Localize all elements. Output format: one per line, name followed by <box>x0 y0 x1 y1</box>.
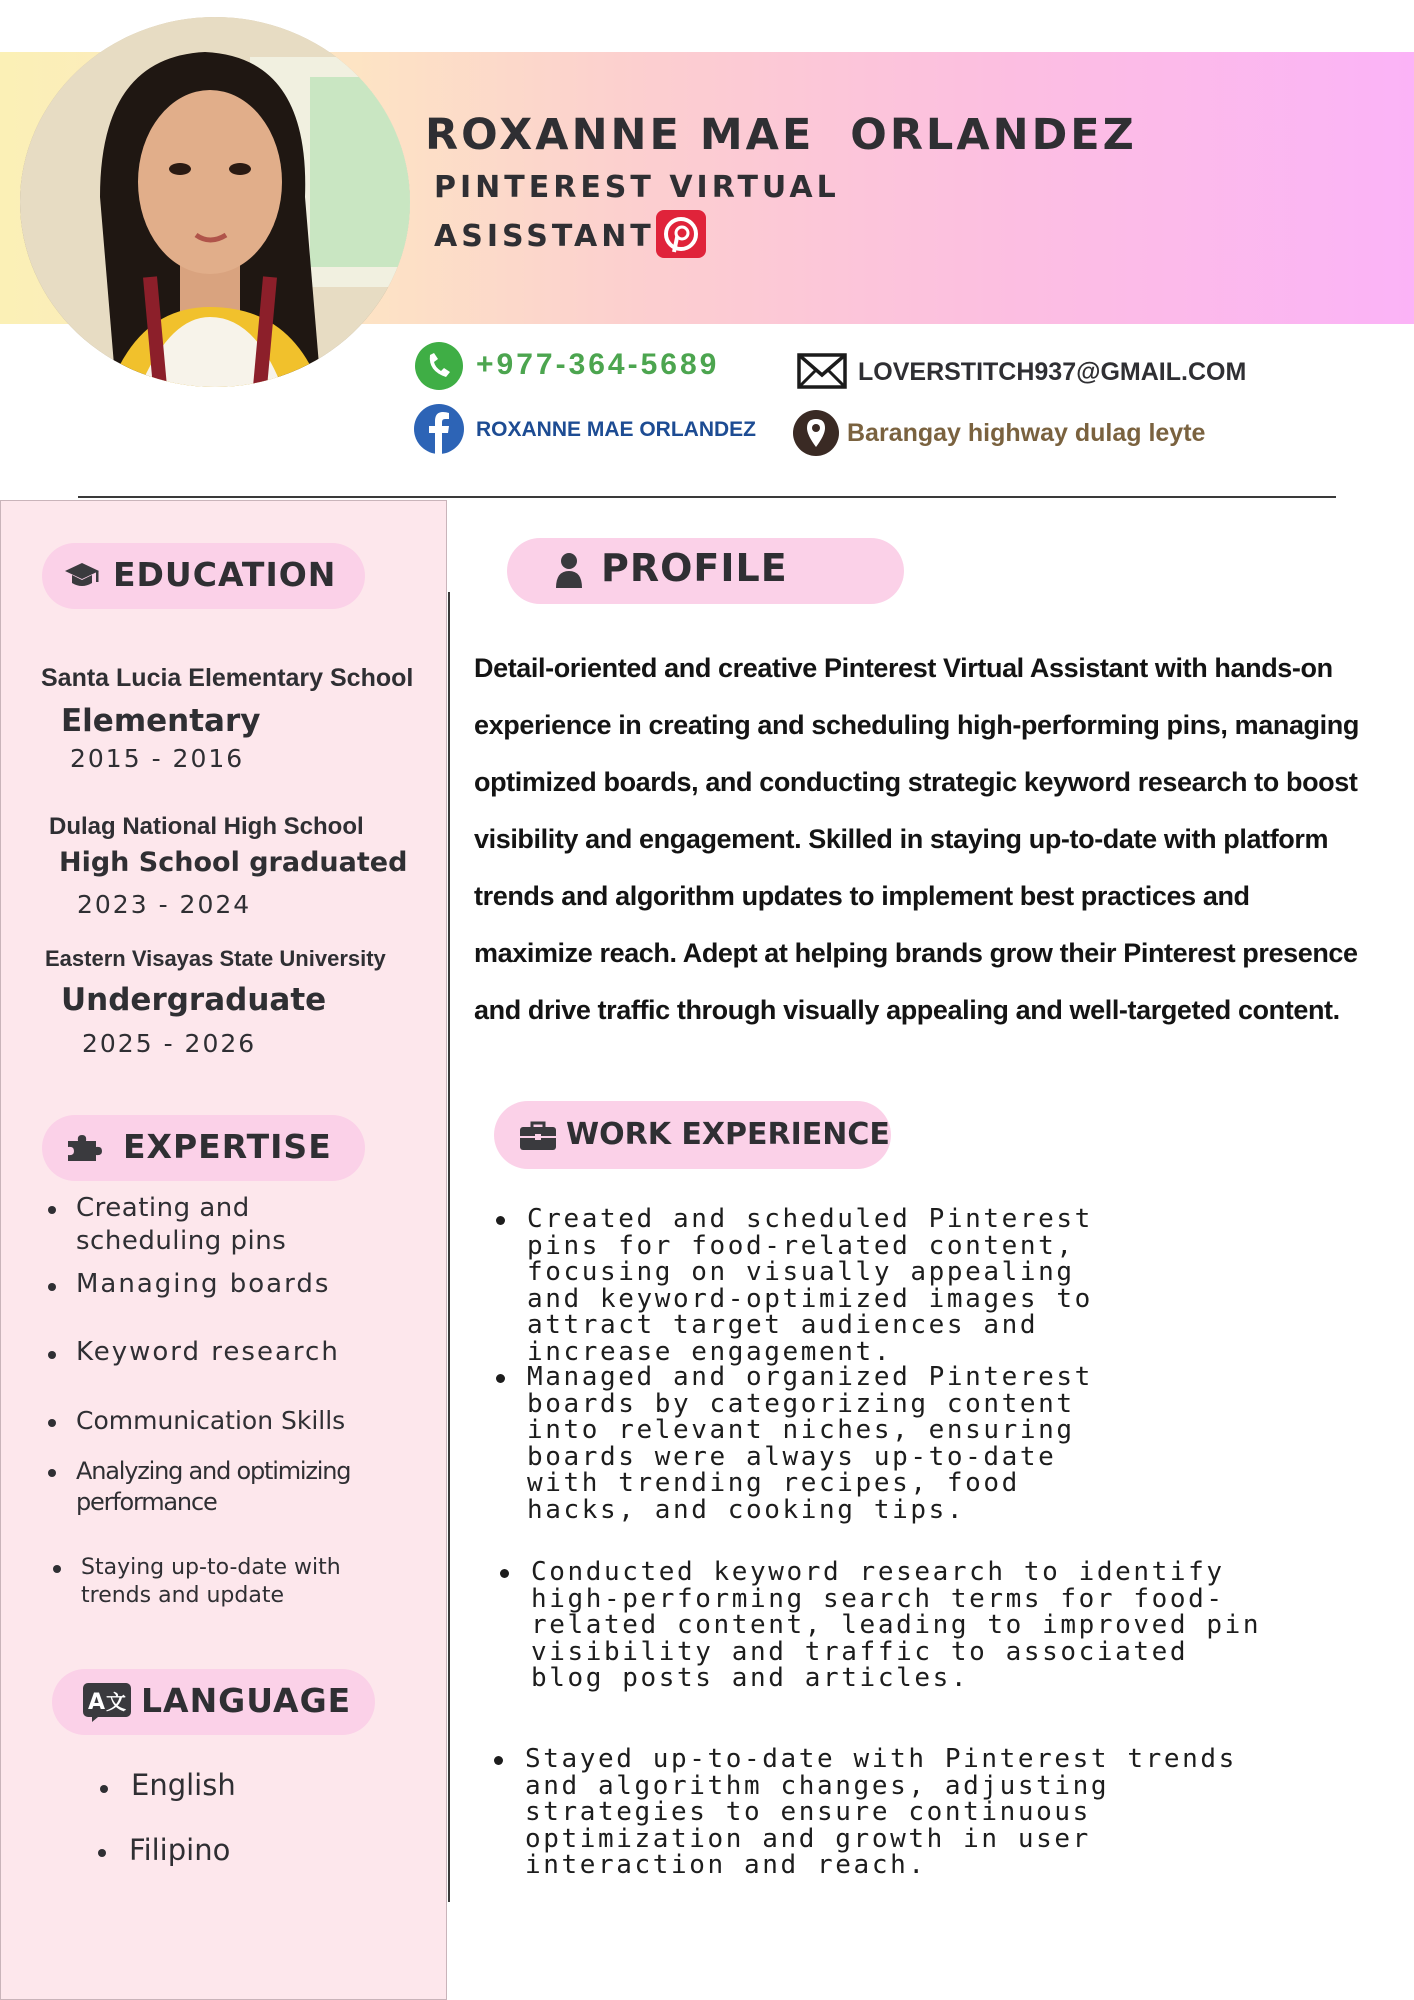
expertise-item: Staying up-to-date with trends and update <box>81 1555 341 1608</box>
svg-text:文: 文 <box>106 1690 126 1714</box>
profile-title: PROFILE <box>601 546 788 590</box>
education-years: 2015 - 2016 <box>70 744 245 773</box>
bullet <box>496 1216 505 1225</box>
expertise-title: EXPERTISE <box>123 1127 332 1166</box>
expertise-item: Communication Skills <box>76 1406 346 1435</box>
profile-summary: Detail-oriented and creative Pinterest Virtual Assistant with hands-on experience in creating and scheduling high-performing pins, managing optimized boards, and conducting strategic keyword research to boost visibility and engagement. Skilled in staying up-to-date with platform trends and algorithm updates to implement best practices and maximize reach. Adept at helping brands grow their Pinterest presence and drive traffic through visually appealing and well-targeted content. <box>474 653 1359 1025</box>
work-experience-heading <box>494 1101 891 1169</box>
education-title: EDUCATION <box>113 555 337 594</box>
phone-icon <box>414 341 464 391</box>
phone-number[interactable]: +977-364-5689 <box>476 348 720 381</box>
bullet <box>500 1569 509 1578</box>
profile-photo <box>20 17 410 387</box>
header-divider <box>78 496 1336 498</box>
education-heading <box>42 543 365 609</box>
work-experience-title: WORK EXPERIENCE <box>566 1117 890 1152</box>
bullet <box>48 1283 56 1291</box>
language-heading <box>52 1669 375 1735</box>
pinterest-icon <box>656 210 706 258</box>
job-title-line-1: PINTEREST VIRTUAL <box>434 170 840 205</box>
education-school: Eastern Visayas State University <box>45 946 386 971</box>
puzzle-icon <box>64 1133 104 1168</box>
svg-text:A: A <box>88 1690 106 1715</box>
bullet <box>100 1785 108 1793</box>
education-years: 2025 - 2026 <box>82 1029 257 1058</box>
language-item: English <box>131 1768 236 1802</box>
column-divider <box>448 592 450 1902</box>
profile-heading <box>507 538 904 604</box>
language-title: LANGUAGE <box>141 1681 352 1720</box>
education-level: Elementary <box>61 703 261 739</box>
education-level: Undergraduate <box>61 982 327 1018</box>
language-item: Filipino <box>129 1833 231 1867</box>
bullet <box>48 1351 56 1359</box>
briefcase-icon <box>519 1121 557 1156</box>
translate-icon <box>82 1682 132 1727</box>
work-item: Created and scheduled Pinterest pins for food-related content, focusing on visually appealing and keyword-optimized images to attract target audiences and increase engagement. <box>527 1204 1093 1367</box>
facebook-handle[interactable]: ROXANNE MAE ORLANDEZ <box>476 418 757 441</box>
job-title-line-2: ASISSTANT <box>434 219 655 254</box>
mail-icon <box>797 353 847 389</box>
work-item: Conducted keyword research to identify high-performing search terms for food-related content, leading to improved pin visibility and traffic to associated blog posts and articles. <box>531 1557 1262 1693</box>
expertise-heading <box>42 1115 365 1181</box>
expertise-item: Analyzing and optimizing performance <box>76 1457 351 1516</box>
location-pin-icon <box>792 409 840 457</box>
education-level: High School graduated <box>59 847 408 878</box>
email-address[interactable]: LOVERSTITCH937@GMAIL.COM <box>858 358 1247 386</box>
bullet <box>48 1206 56 1214</box>
bullet <box>53 1565 61 1573</box>
expertise-item: Managing boards <box>76 1269 331 1299</box>
candidate-name: ROXANNE MAE ORLANDEZ <box>425 110 1137 160</box>
expertise-item: Creating and scheduling pins <box>76 1193 287 1256</box>
bullet <box>48 1419 56 1427</box>
expertise-item: Keyword research <box>76 1337 340 1367</box>
user-icon <box>555 552 583 593</box>
work-item: Stayed up-to-date with Pinterest trends and algorithm changes, adjusting strategies to ensure continuous optimization and growth in user interaction and reach. <box>525 1744 1237 1880</box>
home-address: Barangay highway dulag leyte <box>847 419 1206 447</box>
education-years: 2023 - 2024 <box>77 890 252 919</box>
work-item: Managed and organized Pinterest boards by categorizing content into relevant niches, ensuring boards were always up-to-date with trending recipes, food hacks, and cooking tips. <box>527 1362 1093 1525</box>
facebook-icon <box>413 403 465 455</box>
bullet <box>496 1374 505 1383</box>
bullet <box>48 1469 56 1477</box>
education-school: Dulag National High School <box>49 813 364 840</box>
bullet <box>98 1849 106 1857</box>
bullet <box>494 1756 503 1765</box>
graduation-cap-icon <box>64 559 100 596</box>
education-school: Santa Lucia Elementary School <box>41 664 414 692</box>
